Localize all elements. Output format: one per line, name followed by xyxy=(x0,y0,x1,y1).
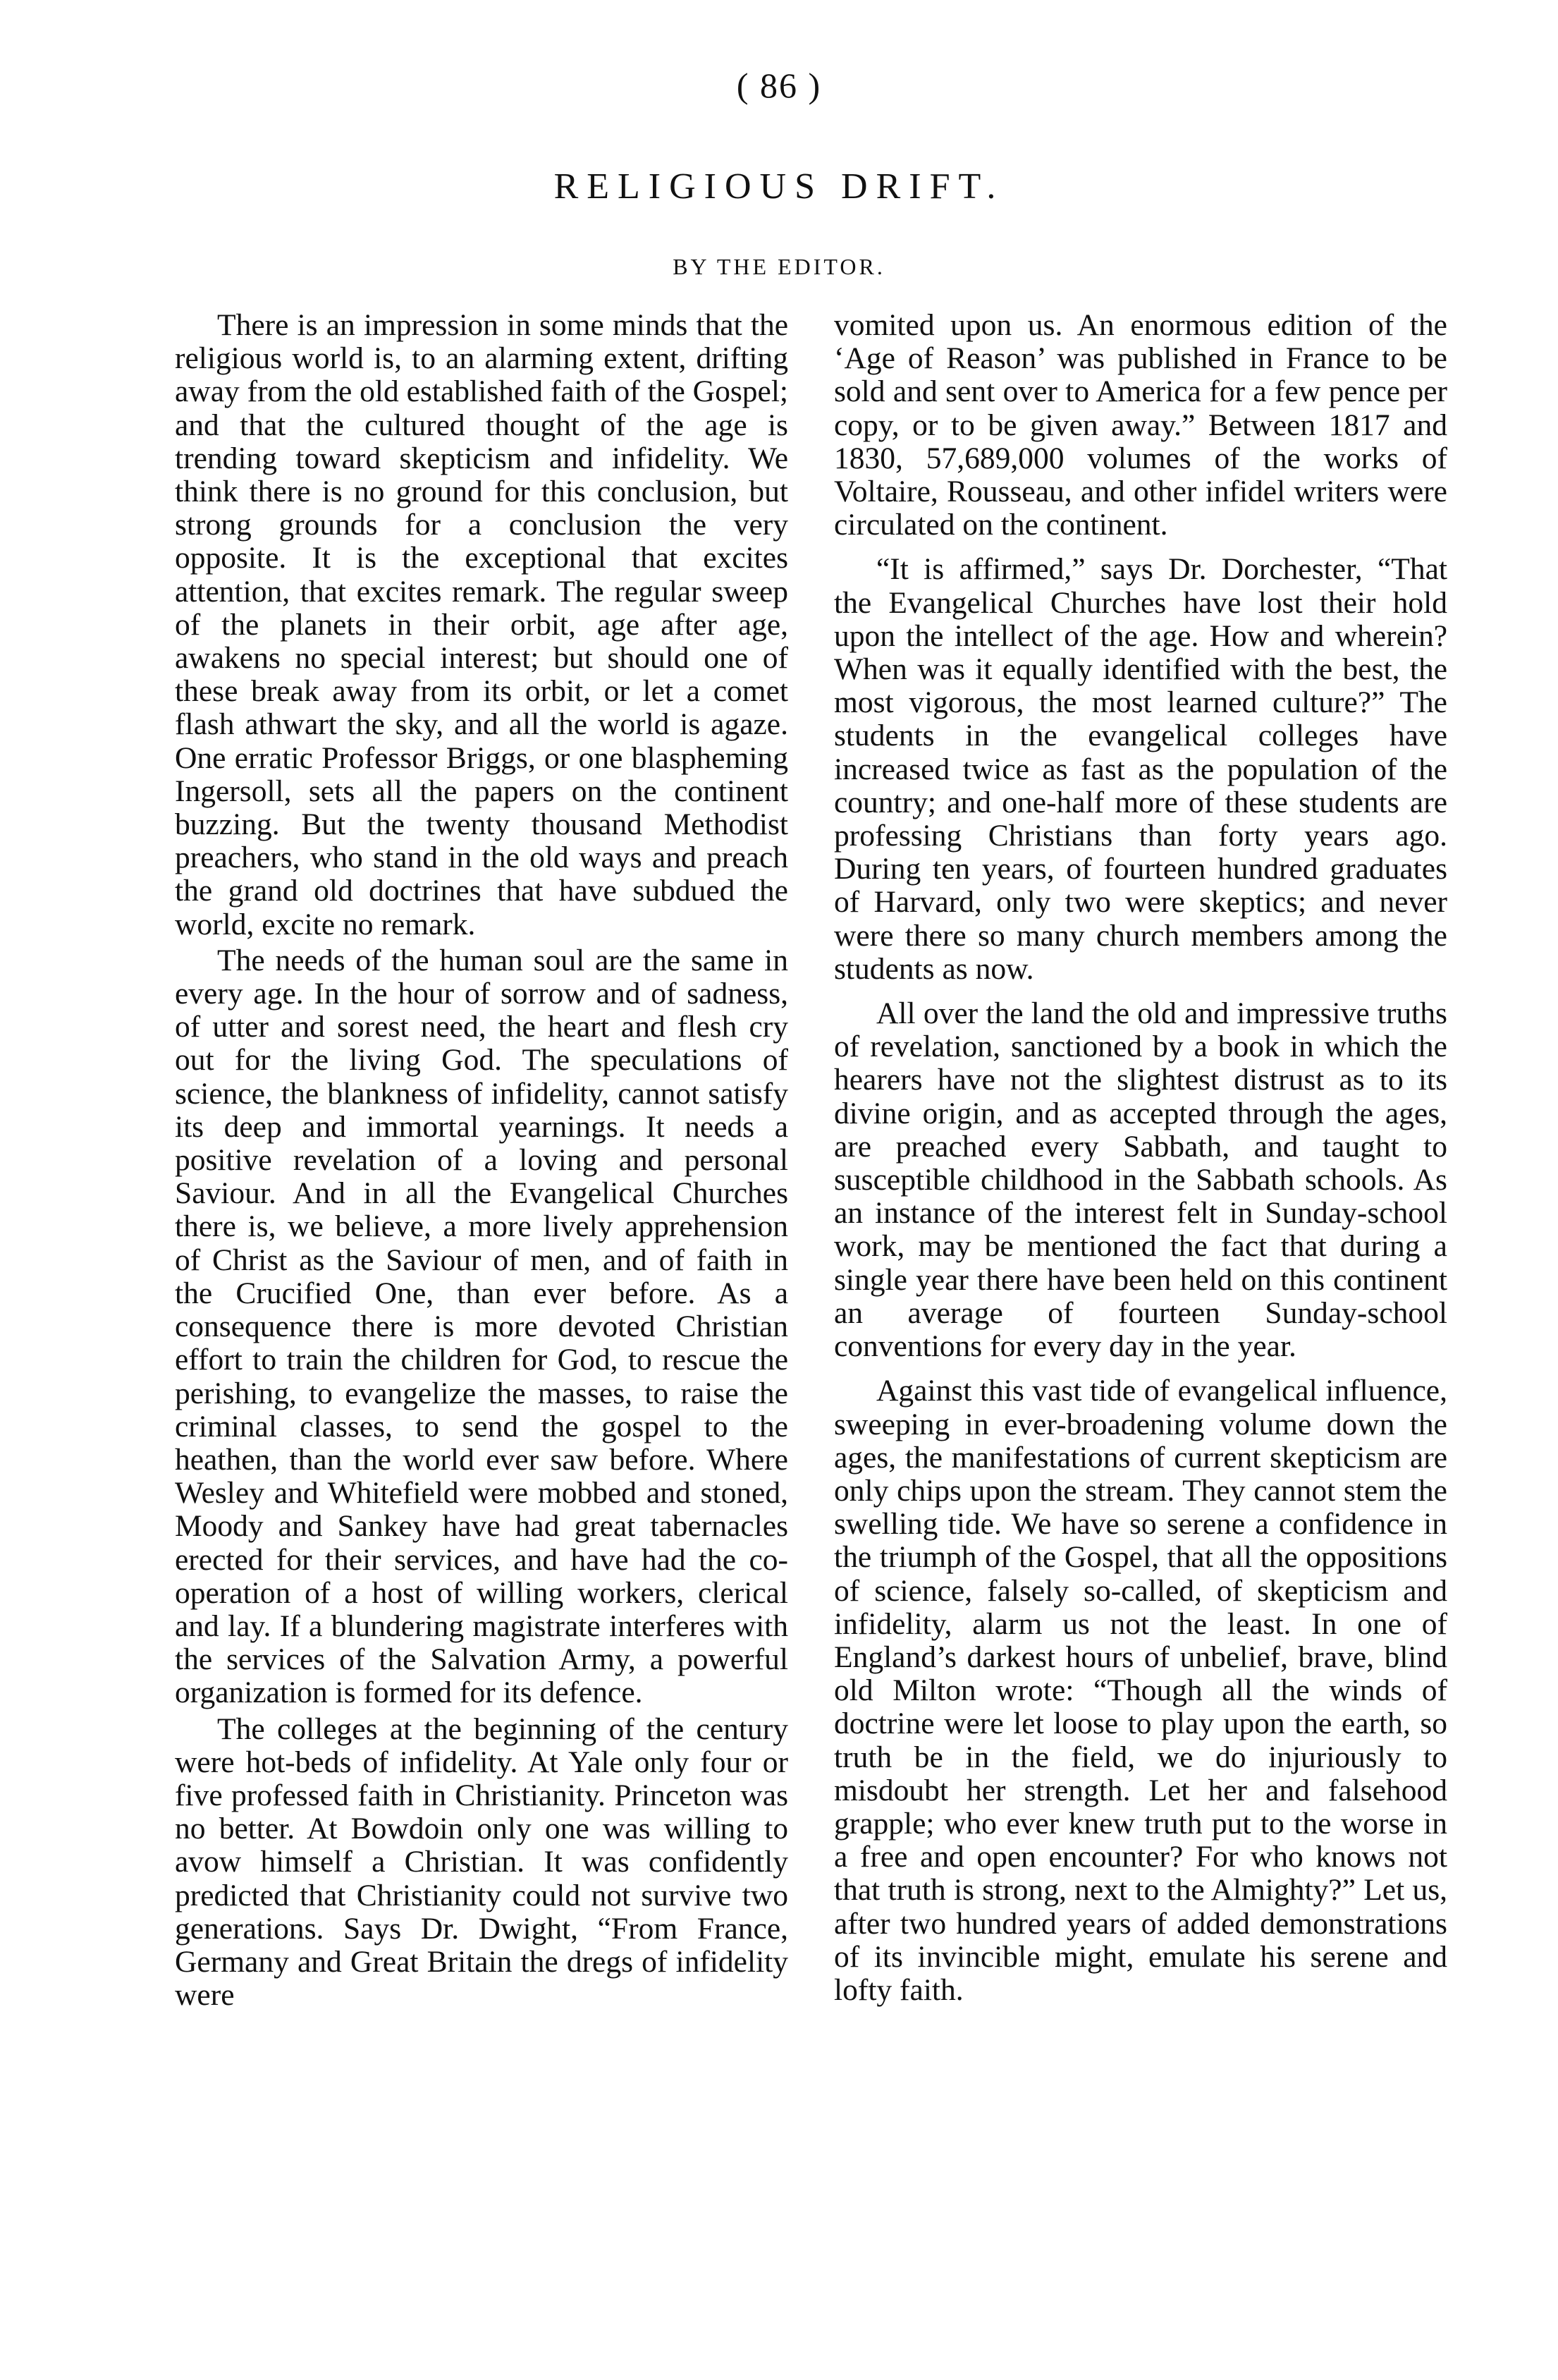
page-number: ( 86 ) xyxy=(736,66,822,105)
paragraph-colleges: The colleges at the beginning of the century were hot-beds of infidelity. At Yale only four or five professed faith in Christianity. Princeton was no better. At Bowdoin only one was willing to avow himself a Christian. It was confidently predicted that Christianity could not survive two generations. Says Dr. Dwight, “From France, Germany and Great Britain the dregs of infidelity were xyxy=(175,1711,788,2013)
paragraph-religious-world: There is an impression in some minds that the religious world is, to an alarming extent, drifting away from the old established faith of the Gospel; and that the cultured thought of the age is trending toward skepticism and infidelity. We think there is no ground for this conclusion, but strong grounds for a conclusion the very opposite. It is the exceptional that excites attention, that excites remark. The regular sweep of the planets in their orbit, age after age, awakens no special interest; but should one of these break away from its orbit, or let a comet flash athwart the sky, and all the world is agaze. One erratic Professor Briggs, or one blaspheming Ingersoll, sets all the papers on the continent buzzing. But the twenty thousand Methodist preachers, who stand in the old ways and preach the grand old doctrines that have subdued the world, excite no remark. xyxy=(175,308,788,941)
article-title: RELIGIOUS DRIFT. xyxy=(553,166,1005,207)
paragraph-human-soul: The needs of the human soul are the same in every age. In the hour of sorrow and of sadness, of utter and sorest need, the heart and flesh cry out for the living God. The speculations of science, the blankness of infidelity, cannot satisfy its deep and immortal yearnings. It needs a positive revelation of a loving and personal Saviour. And in all the Evangelical Churches there is, we believe, a more lively apprehension of Christ as the Saviour of men, and of faith in the Crucified One, than ever before. As a consequence there is more devoted Christian effort to train the children for God, to rescue the perishing, to evangelize the masses, to raise the criminal classes, to send the gospel to the heathen, than the world ever saw before. Where Wesley and Whitefield were mobbed and stoned, Moody and Sankey have had great tabernacles erected for their services, and have had the co-operation of a host of willing workers, clerical and lay. If a blundering magistrate interferes with the services of the Salvation Army, a powerful organization is formed for its defence. xyxy=(175,943,788,1710)
paragraph-revelation: All over the land the old and impressive truths of revelation, sanctioned by a book in which the hearers have not the slightest distrust as to its divine origin, and as accepted through the ages, are preached every Sabbath, and taught to susceptible childhood in the Sabbath schools. As an instance of the interest felt in Sunday-school work, may be mentioned the fact that during a single year there have been held on this continent an average of fourteen Sunday-school conventions for every day in the year. xyxy=(834,996,1447,1364)
left-column xyxy=(175,309,788,2012)
paragraph-dorchester: “It is affirmed,” says Dr. Dorchester, “That the Evangelical Churches have lost their hold upon the intellect of the age. How and wherein? When was it equally identified with the best, the most vigorous, the most learned culture?” The students in the evangelical colleges have increased twice as fast as the population of the country; and one-half more of these students are professing Christians than forty years ago. During ten years, of fourteen hundred graduates of Harvard, only two were skeptics; and never were there so many church members among the students as now. xyxy=(834,552,1447,986)
paragraph-continuation: vomited upon us. An enormous edition of the ‘Age of Reason’ was published in France to be sold and sent over to America for a few pence per copy, or to be given away.” Between 1817 and 1830, 57,689,000 volumes of the works of Voltaire, Rousseau, and other infidel writers were circulated on the continent. xyxy=(834,308,1447,542)
article-byline: BY THE EDITOR. xyxy=(673,254,885,279)
paragraph-evangelical-tide: Against this vast tide of evangelical influence, sweeping in ever-broadening volume down the ages, the manifestations of current skepticism are only chips upon the stream. They cannot stem the swelling tide. We have so serene a confidence in the triumph of the Gospel, that all the oppositions of science, falsely so-called, of skepticism and infidelity, alarm us not the least. In one of England’s darkest hours of unbelief, brave, blind old Milton wrote: “Though all the winds of doctrine were let loose to play upon the earth, so truth be in the field, we do injuriously to misdoubt her strength. Let her and falsehood grapple; who ever knew truth put to the worse in a free and open encounter? For who knows not that truth is strong, next to the Almighty?” Let us, after two hundred years of added demonstrations of its invincible might, emulate his serene and lofty faith. xyxy=(834,1374,1447,2007)
right-column xyxy=(834,309,1447,2007)
